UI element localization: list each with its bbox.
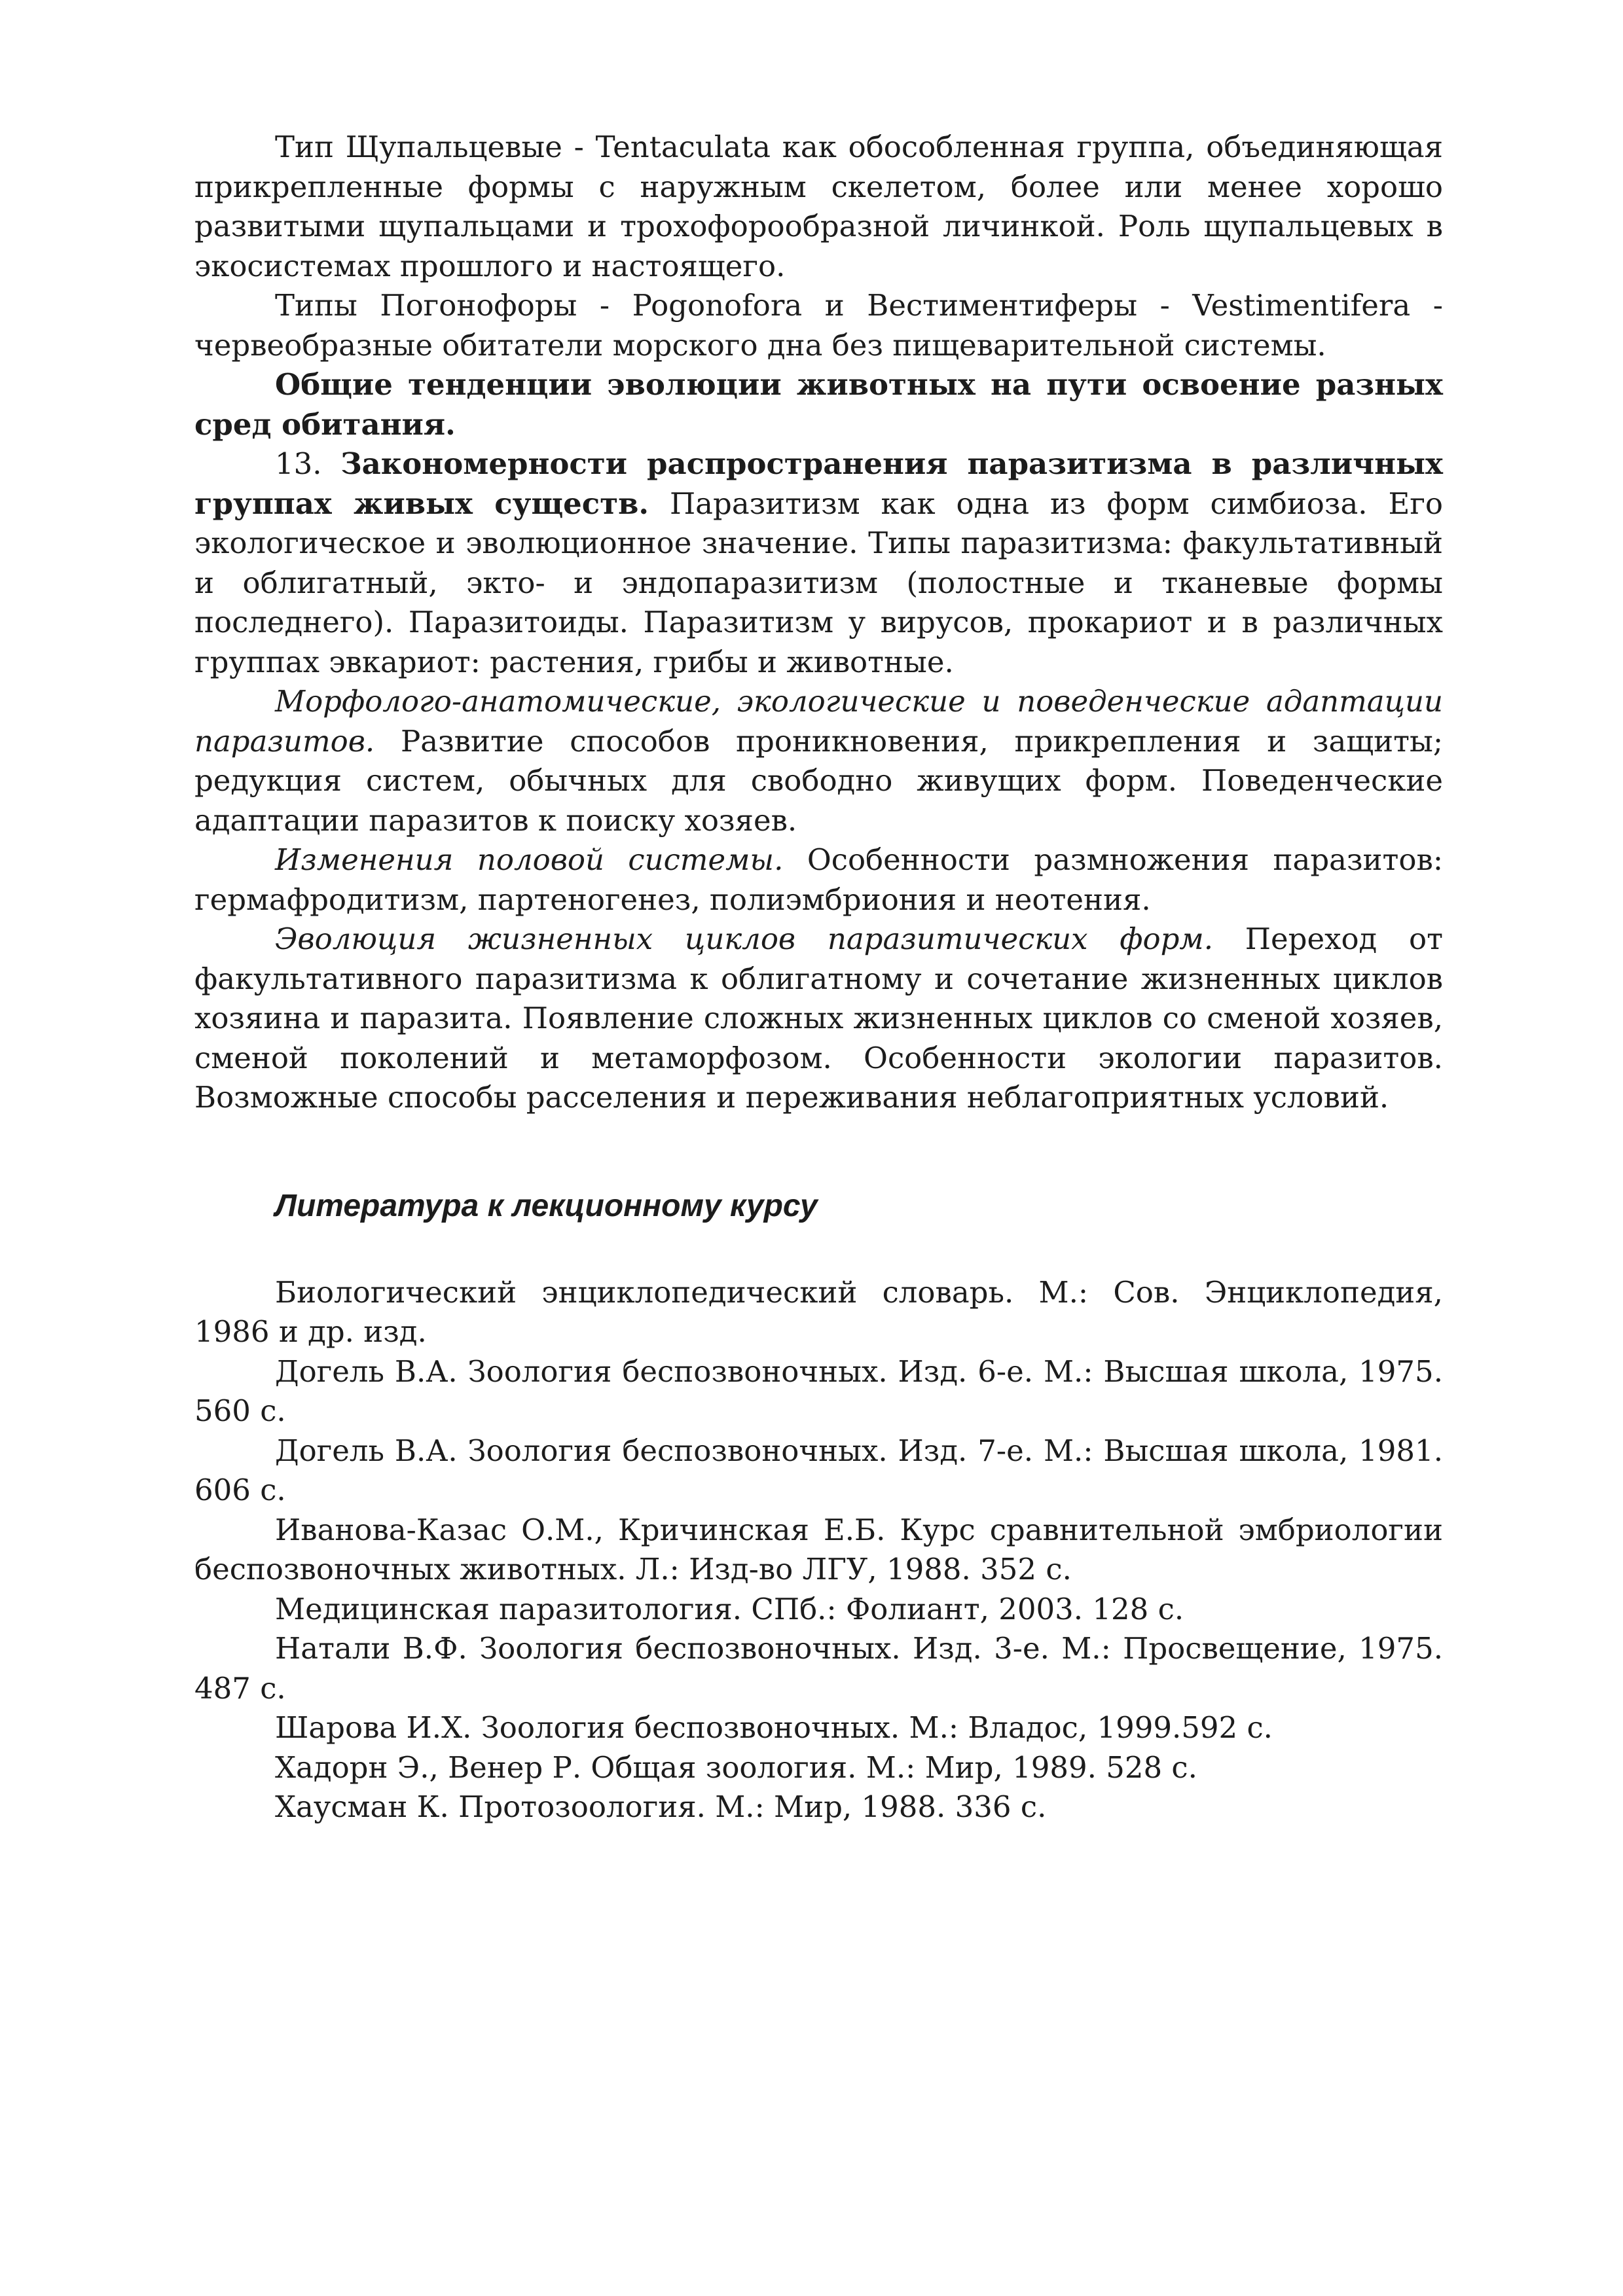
reference-item: Шарова И.Х. Зоология беспозвоночных. М.: Владос, 1999.592 с. [275,1710,1273,1745]
paragraph-text: Особенности размножения паразитов: гермафродитизм, партеногенез, полиэмбриония и неотения. [194,842,1443,917]
paragraph-text: Развитие способов проникновения, прикрепления и защиты; редукция систем, обычных для свободно живущих форм. Поведенческие адаптации паразитов к поиску хозяев. [194,723,1443,838]
paragraph-reproduction [194,840,1443,920]
paragraph-text: Переход от факультативного паразитизма к облигатному и сочетание жизненных циклов хозяина и паразита. Появление сложных жизненных циклов со сменой хозяев, сменой поколений и метаморфозом. Особенности экологии паразитов. Возможные способы расселения и переживания неблагоприятных условий. [194,922,1443,1115]
document-page [194,128,1443,1827]
paragraph-adaptations [194,682,1443,840]
reference-item: Медицинская паразитология. СПб.: Фолиант, 2003. 128 с. [275,1591,1184,1626]
reference-item: Иванова-Казас О.М., Кричинская Е.Б. Курс сравнительной эмбриологии беспозвоночных животных. Л.: Изд-во ЛГУ, 1988. 352 с. [194,1512,1443,1587]
reference-item: Догель В.А. Зоология беспозвоночных. Изд. 6-е. М.: Высшая школа, 1975. 560 с. [194,1354,1443,1428]
paragraph-life-cycles [194,920,1443,1118]
subheading-adaptations: Морфолого-анатомические, экологические и поведенческие адаптации паразитов. [194,684,1443,759]
section-heading-evolution: Общие тенденции эволюции животных на пути освоение разных сред обитания. [194,367,1443,442]
reference-item: Хадорн Э., Венер Р. Общая зоология. М.: Мир, 1989. 528 с. [275,1749,1197,1785]
reference-item: Биологический энциклопедический словарь. М.: Сов. Энциклопедия, 1986 и др. изд. [194,1274,1443,1349]
section-number: 13. [275,446,341,481]
reference-item: Хаусман К. Протозоология. М.: Мир, 1988. 336 с. [275,1789,1047,1824]
subheading-reproduction: Изменения половой системы. [275,842,784,877]
paragraph-parasitism [194,444,1443,682]
subheading-life-cycles: Эволюция жизненных циклов паразитических форм. [275,922,1214,956]
paragraph-pogonofora: Типы Погонофоры - Pogonofora и Вестиментиферы - Vestimentifera - червеобразные обитатели морского дна без пищеварительной системы. [194,288,1443,363]
reference-list [194,1273,1443,1827]
reference-item: Натали В.Ф. Зоология беспозвоночных. Изд. 3-е. М.: Просвещение, 1975. 487 с. [194,1631,1443,1706]
section-heading-parasitism: Закономерности распространения паразитизма в различных группах живых существ. [194,446,1443,521]
paragraph-text: Паразитизм как одна из форм симбиоза. Его экологическое и эволюционное значение. Типы паразитизма: факультативный и облигатный, экто- и эндопаразитизм (полостные и тканевые формы последнего). Паразитоиды. Паразитизм у вирусов, прокариот и в различных группах эвкариот: растения, грибы и животные. [194,486,1444,679]
reference-item: Догель В.А. Зоология беспозвоночных. Изд. 7-е. М.: Высшая школа, 1981. 606 с. [194,1433,1443,1507]
paragraph-tentaculata: Тип Щупальцевые - Tentaculata как обособленная группа, объединяющая прикрепленные формы с наружным скелетом, более или менее хорошо развитыми щупальцами и трохофорообразной личинкой. Роль щупальцевых в экосистемах прошлого и настоящего. [194,130,1443,283]
literature-title: Литература к лекционному курсу [275,1188,818,1223]
